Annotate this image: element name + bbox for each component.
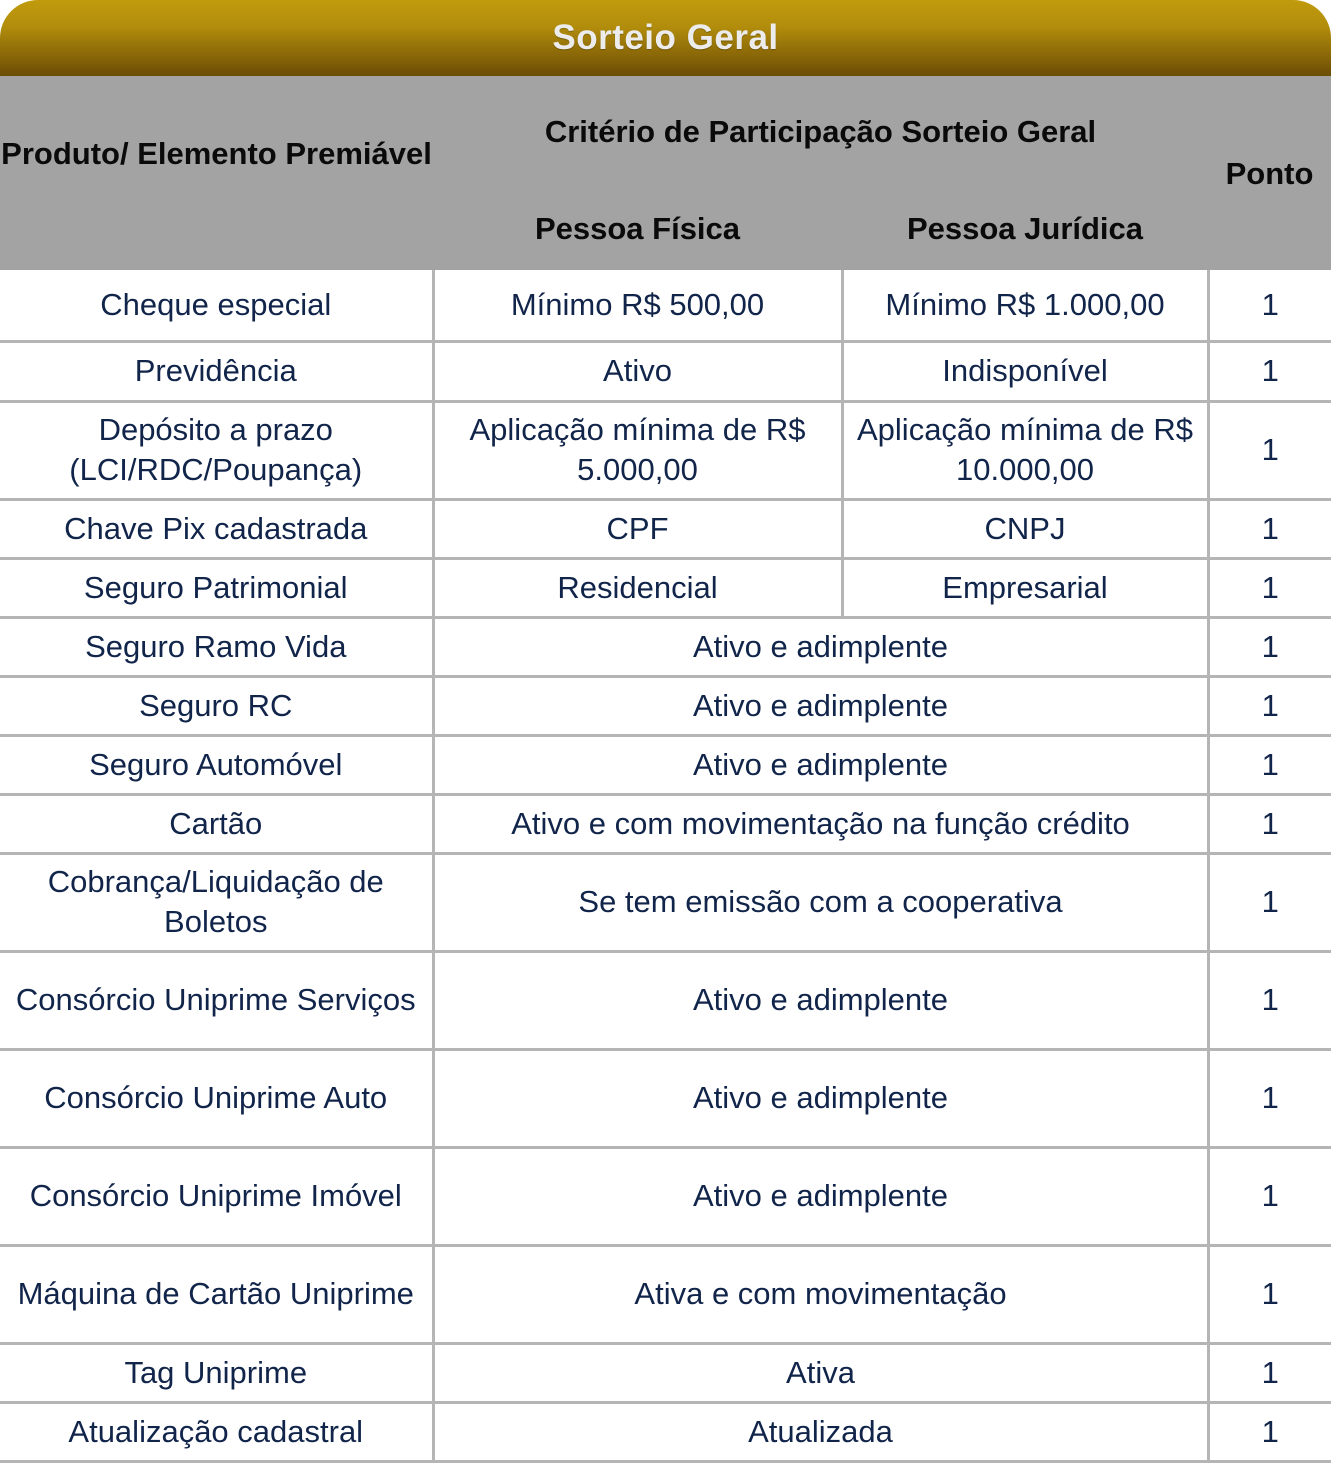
table-row [0, 617, 1331, 676]
table-row [0, 341, 1331, 401]
cell-criterio: Atualizada [433, 1402, 1208, 1461]
header-produto: Produto/ Elemento Premiável [1, 136, 432, 171]
cell-pessoa-juridica: Aplicação mínima de R$ 10.000,00 [842, 401, 1208, 499]
cell-ponto: 1 [1208, 270, 1331, 341]
cell-produto: Chave Pix cadastrada [0, 499, 433, 558]
table-row [0, 1343, 1331, 1402]
cell-criterio: Ativo e adimplente [433, 676, 1208, 735]
cell-criterio: Ativo e adimplente [433, 735, 1208, 794]
table-row [0, 401, 1331, 499]
table-row [0, 1245, 1331, 1343]
cell-produto: Seguro Patrimonial [0, 558, 433, 617]
cell-ponto: 1 [1208, 617, 1331, 676]
cell-produto: Consórcio Uniprime Auto [0, 1049, 433, 1147]
cell-pessoa-juridica: Indisponível [842, 341, 1208, 401]
cell-ponto: 1 [1208, 341, 1331, 401]
header-pessoa-fisica: Pessoa Física [534, 211, 741, 246]
table-row [0, 1402, 1331, 1461]
header-ponto: Ponto [1225, 156, 1314, 191]
table-row [0, 558, 1331, 617]
criteria-table [0, 270, 1331, 1463]
cell-ponto: 1 [1208, 676, 1331, 735]
cell-pessoa-juridica: CNPJ [842, 499, 1208, 558]
cell-produto: Tag Uniprime [0, 1343, 433, 1402]
cell-produto: Máquina de Cartão Uniprime [0, 1245, 433, 1343]
cell-produto: Atualização cadastral [0, 1402, 433, 1461]
cell-criterio: Ativa [433, 1343, 1208, 1402]
cell-produto: Cheque especial [0, 270, 433, 341]
cell-criterio: Ativo e adimplente [433, 951, 1208, 1049]
cell-ponto: 1 [1208, 1402, 1331, 1461]
cell-ponto: 1 [1208, 735, 1331, 794]
cell-ponto: 1 [1208, 558, 1331, 617]
cell-ponto: 1 [1208, 499, 1331, 558]
cell-criterio: Ativo e adimplente [433, 1049, 1208, 1147]
cell-pessoa-juridica: Empresarial [842, 558, 1208, 617]
cell-criterio: Ativo e adimplente [433, 617, 1208, 676]
table-row [0, 499, 1331, 558]
table-row [0, 676, 1331, 735]
page-title: Sorteio Geral [552, 18, 779, 57]
cell-pessoa-fisica: Ativo [433, 341, 842, 401]
cell-criterio: Ativo e com movimentação na função crédito [433, 794, 1208, 853]
cell-produto: Consórcio Uniprime Serviços [0, 951, 433, 1049]
cell-ponto: 1 [1208, 1147, 1331, 1245]
cell-pessoa-fisica: CPF [433, 499, 842, 558]
cell-criterio: Ativa e com movimentação [433, 1245, 1208, 1343]
cell-produto: Cartão [0, 794, 433, 853]
table-header [0, 76, 1331, 270]
table-row [0, 270, 1331, 341]
table-row [0, 735, 1331, 794]
cell-pessoa-juridica: Mínimo R$ 1.000,00 [842, 270, 1208, 341]
cell-ponto: 1 [1208, 794, 1331, 853]
table-row [0, 1049, 1331, 1147]
cell-ponto: 1 [1208, 1343, 1331, 1402]
cell-produto: Seguro Ramo Vida [0, 617, 433, 676]
cell-produto: Previdência [0, 341, 433, 401]
table-row [0, 794, 1331, 853]
cell-pessoa-fisica: Aplicação mínima de R$ 5.000,00 [433, 401, 842, 499]
cell-produto: Seguro Automóvel [0, 735, 433, 794]
header-pessoa-juridica: Pessoa Jurídica [906, 211, 1144, 246]
cell-produto: Seguro RC [0, 676, 433, 735]
cell-ponto: 1 [1208, 853, 1331, 951]
cell-produto: Depósito a prazo (LCI/RDC/Poupança) [0, 401, 433, 499]
table-row [0, 1147, 1331, 1245]
cell-criterio: Se tem emissão com a cooperativa [433, 853, 1208, 951]
cell-ponto: 1 [1208, 401, 1331, 499]
table-row [0, 853, 1331, 951]
cell-produto: Consórcio Uniprime Imóvel [0, 1147, 433, 1245]
cell-pessoa-fisica: Mínimo R$ 500,00 [433, 270, 842, 341]
cell-criterio: Ativo e adimplente [433, 1147, 1208, 1245]
table-row [0, 951, 1331, 1049]
cell-ponto: 1 [1208, 1049, 1331, 1147]
header-criterio: Critério de Participação Sorteio Geral [544, 114, 1097, 149]
cell-ponto: 1 [1208, 951, 1331, 1049]
cell-ponto: 1 [1208, 1245, 1331, 1343]
title-bar [0, 0, 1331, 76]
cell-produto: Cobrança/Liquidação de Boletos [0, 853, 433, 951]
cell-pessoa-fisica: Residencial [433, 558, 842, 617]
